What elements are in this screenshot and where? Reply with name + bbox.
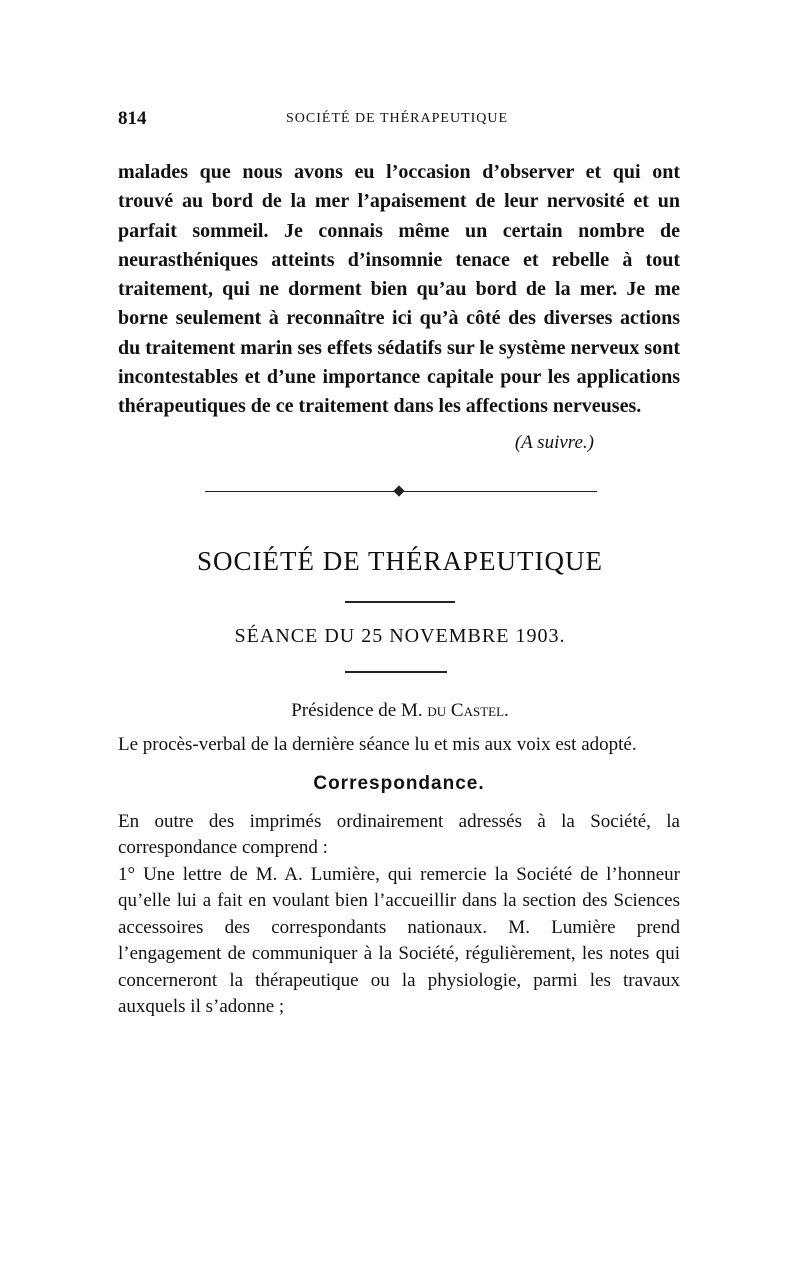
title-underline-rule: [345, 601, 455, 603]
to-be-continued-note: (A suivre.): [514, 431, 594, 453]
minutes-paragraph: Le procès-verbal de la dernière séance lu et mis aux voix est adopté.: [118, 734, 637, 755]
correspondance-item-1: 1° Une lettre de M. A. Lumière, qui remercie la Société de l’honneur qu’elle lui a fait en voulant bien l’accueillir dans la section des Sciences accessoires des correspondants nationaux. M. Lumière prend l’engagement de communiquer à la Société, régulièrement, les notes qui concerneront la thérapeutique ou la physiologie, parmi les travaux auxquels il s’adonne ;: [118, 863, 680, 1017]
session-body: [118, 732, 680, 1021]
correspondance-intro: En outre des imprimés ordinairement adressés à la Société, la correspondance comprend :: [118, 810, 680, 858]
divider-ornament: [393, 485, 404, 496]
page-content: [118, 108, 680, 458]
session-underline-rule: [345, 671, 447, 673]
correspondance-heading: Correspondance.: [313, 772, 485, 794]
continued-paragraph: malades que nous avons eu l’occasion d’observer et qui ont trouvé au bord de la mer l’apaisement de leur nervosité et un parfait sommeil. Je connais même un certain nombre de neurasthéniques atteints d’insomnie tenace et rebelle à tout traitement, qui ne dorment bien qu’au bord de la mer. Je me borne seulement à reconnaître ici qu’à côté des diverses actions du traitement marin ses effets sédatifs sur le système nerveux sont incontestables et d’une importance capitale pour les applications thérapeutiques de ce traitement dans les affections nerveuses.: [118, 161, 680, 418]
presidency-prefix: Présidence de M.: [291, 700, 423, 721]
running-title: SOCIÉTÉ DE THÉRAPEUTIQUE: [286, 111, 509, 126]
running-head: [118, 108, 680, 138]
session-date: SÉANCE DU 25 NOVEMBRE 1903.: [234, 625, 566, 647]
president-name: du Castel.: [427, 700, 509, 721]
page-number: 814: [118, 108, 147, 129]
presidency-line: [0, 700, 800, 722]
section-title: SOCIÉTÉ DE THÉRAPEUTIQUE: [197, 546, 603, 576]
